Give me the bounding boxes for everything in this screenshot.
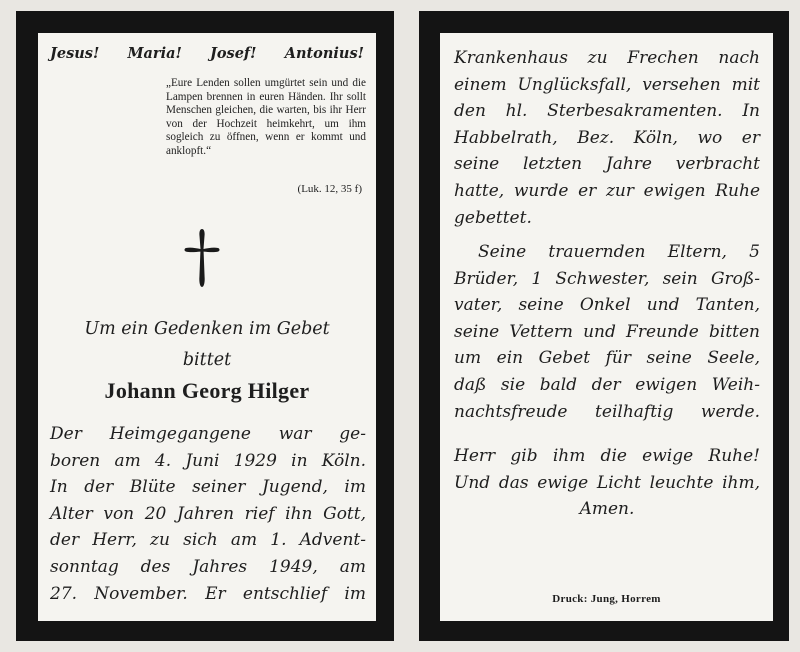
invocation-antonius: Antonius! [284,45,364,62]
biography-line-2: boren am 4. Juni 1929 in Köln. [50,450,366,471]
right-card-paper [440,33,773,621]
family-line-4: seine Vettern und Freunde bitten [454,321,760,342]
prayer-line-1: Herr gib ihm die ewige Ruhe! [454,446,760,466]
family-line-3: vater, seine Onkel und Tanten, [454,295,760,316]
invocation-jesus: Jesus! [50,45,100,62]
burial-paragraph [454,45,760,231]
family-paragraph [454,239,760,425]
prayer-paragraph [454,443,760,523]
deceased-name: Johann Georg Hilger [104,378,310,403]
burial-line-4: Habbelrath, Bez. Köln, wo er [454,127,760,148]
intro-line-2: bittet [182,350,232,370]
prayer-line-3: Amen. [579,499,635,520]
bible-quote-reference: (Luk. 12, 35 f) [297,183,362,195]
invocation-josef: Josef! [210,45,257,62]
family-line-1: Seine trauernden Eltern, 5 [478,242,760,262]
burial-line-1: Krankenhaus zu Frechen nach [454,48,760,68]
bible-quote: „Eure Lenden sollen umgürtet sein und die Lampen brennen in euren Händen. Ihr sollt Menschen gleichen, die warten, bis ihr Herr von der Hochzeit heimkehrt, um ihm sogleich zu öffnen, wenn er kommt und anklopft.“ [166,77,366,157]
family-line-5: um ein Gebet für seine Seele, [454,348,760,369]
invocation-header [50,45,364,62]
burial-line-5: seine letzten Jahre verbracht [454,154,760,175]
invocation-maria: Maria! [127,45,182,62]
biography-line-1: Der Heimgegangene war ge- [50,424,366,444]
left-card-paper [38,33,376,621]
left-card-border [16,11,394,641]
family-line-7: nachtsfreude teilhaftig werde. [454,401,760,422]
burial-line-3: den hl. Sterbesakramenten. In [454,101,760,122]
biography-line-4: Alter von 20 Jahren rief ihn Gott, [50,503,366,524]
burial-line-2: einem Unglücksfall, versehen mit [454,74,760,95]
biography-line-6: sonntag des Jahres 1949, am [50,557,366,577]
burial-line-7: gebettet. [454,207,532,228]
right-card-border [419,11,789,641]
family-line-2: Brüder, 1 Schwester, sein Groß- [454,268,760,289]
cross-icon [182,227,222,289]
printer-imprint: Druck: Jung, Horrem [552,593,661,605]
intro-line-1: Um ein Gedenken im Gebet [84,319,330,339]
biography-line-5: der Herr, zu sich am 1. Advent- [50,530,366,551]
biography-line-3: In der Blüte seiner Jugend, im [50,477,366,498]
burial-line-6: hatte, wurde er zur ewigen Ruhe [454,180,760,201]
biography-line-7: 27. November. Er entschlief im [50,583,366,604]
family-line-6: daß sie bald der ewigen Weih- [454,374,760,395]
prayer-line-2: Und das ewige Licht leuchte ihm, [454,472,760,493]
